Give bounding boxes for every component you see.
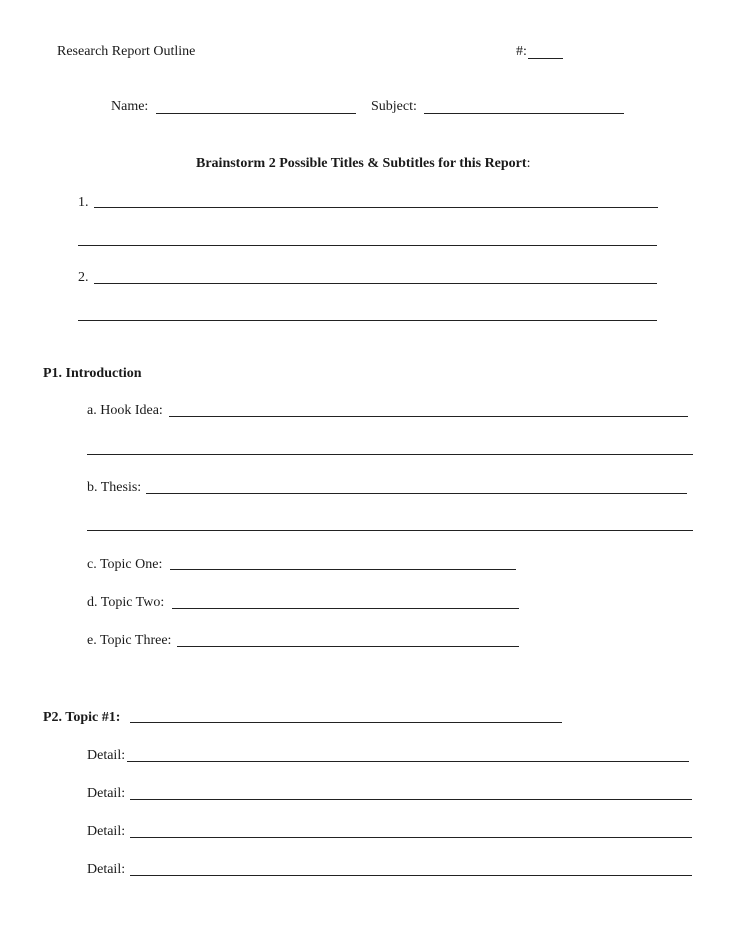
brainstorm-heading-colon: :: [526, 156, 531, 171]
topic-one-label: c. Topic One:: [87, 557, 163, 572]
topic-three-label: e. Topic Three:: [87, 633, 172, 648]
detail-3-label: Detail:: [87, 824, 126, 839]
brainstorm-item-1-title-line[interactable]: [94, 207, 658, 208]
topic-two-line[interactable]: [172, 608, 519, 609]
brainstorm-item-2-number: 2.: [78, 270, 89, 285]
topic-two-label: d. Topic Two:: [87, 595, 165, 610]
detail-3-line[interactable]: [130, 837, 692, 838]
detail-4-label: Detail:: [87, 862, 126, 877]
brainstorm-item-2-title-line[interactable]: [94, 283, 657, 284]
brainstorm-item-2-subtitle-line[interactable]: [78, 320, 657, 321]
topic-one-line[interactable]: [170, 569, 516, 570]
detail-2-line[interactable]: [130, 799, 692, 800]
thesis-label: b. Thesis:: [87, 480, 142, 495]
detail-1-label: Detail:: [87, 748, 126, 763]
detail-4-line[interactable]: [130, 875, 692, 876]
document-title: Research Report Outline: [57, 44, 196, 59]
number-label: #:: [516, 44, 527, 59]
hook-idea-label: a. Hook Idea:: [87, 403, 163, 418]
hook-idea-continuation-line[interactable]: [87, 454, 693, 455]
subject-label: Subject:: [371, 99, 417, 114]
subject-field-line[interactable]: [424, 113, 624, 114]
topic-three-line[interactable]: [177, 646, 519, 647]
introduction-heading: P1. Introduction: [43, 366, 142, 381]
topic-1-title-line[interactable]: [130, 722, 562, 723]
number-field-line[interactable]: [528, 58, 563, 59]
thesis-continuation-line[interactable]: [87, 530, 693, 531]
detail-2-label: Detail:: [87, 786, 126, 801]
name-label: Name:: [111, 99, 149, 114]
brainstorm-item-1-subtitle-line[interactable]: [78, 245, 657, 246]
topic-1-heading: P2. Topic #1:: [43, 710, 121, 725]
brainstorm-item-1-number: 1.: [78, 195, 89, 210]
thesis-line[interactable]: [146, 493, 687, 494]
brainstorm-heading: [196, 156, 530, 172]
detail-1-line[interactable]: [127, 761, 689, 762]
name-field-line[interactable]: [156, 113, 356, 114]
hook-idea-line[interactable]: [169, 416, 688, 417]
brainstorm-heading-text: Brainstorm 2 Possible Titles & Subtitles for this Report: [196, 156, 527, 171]
